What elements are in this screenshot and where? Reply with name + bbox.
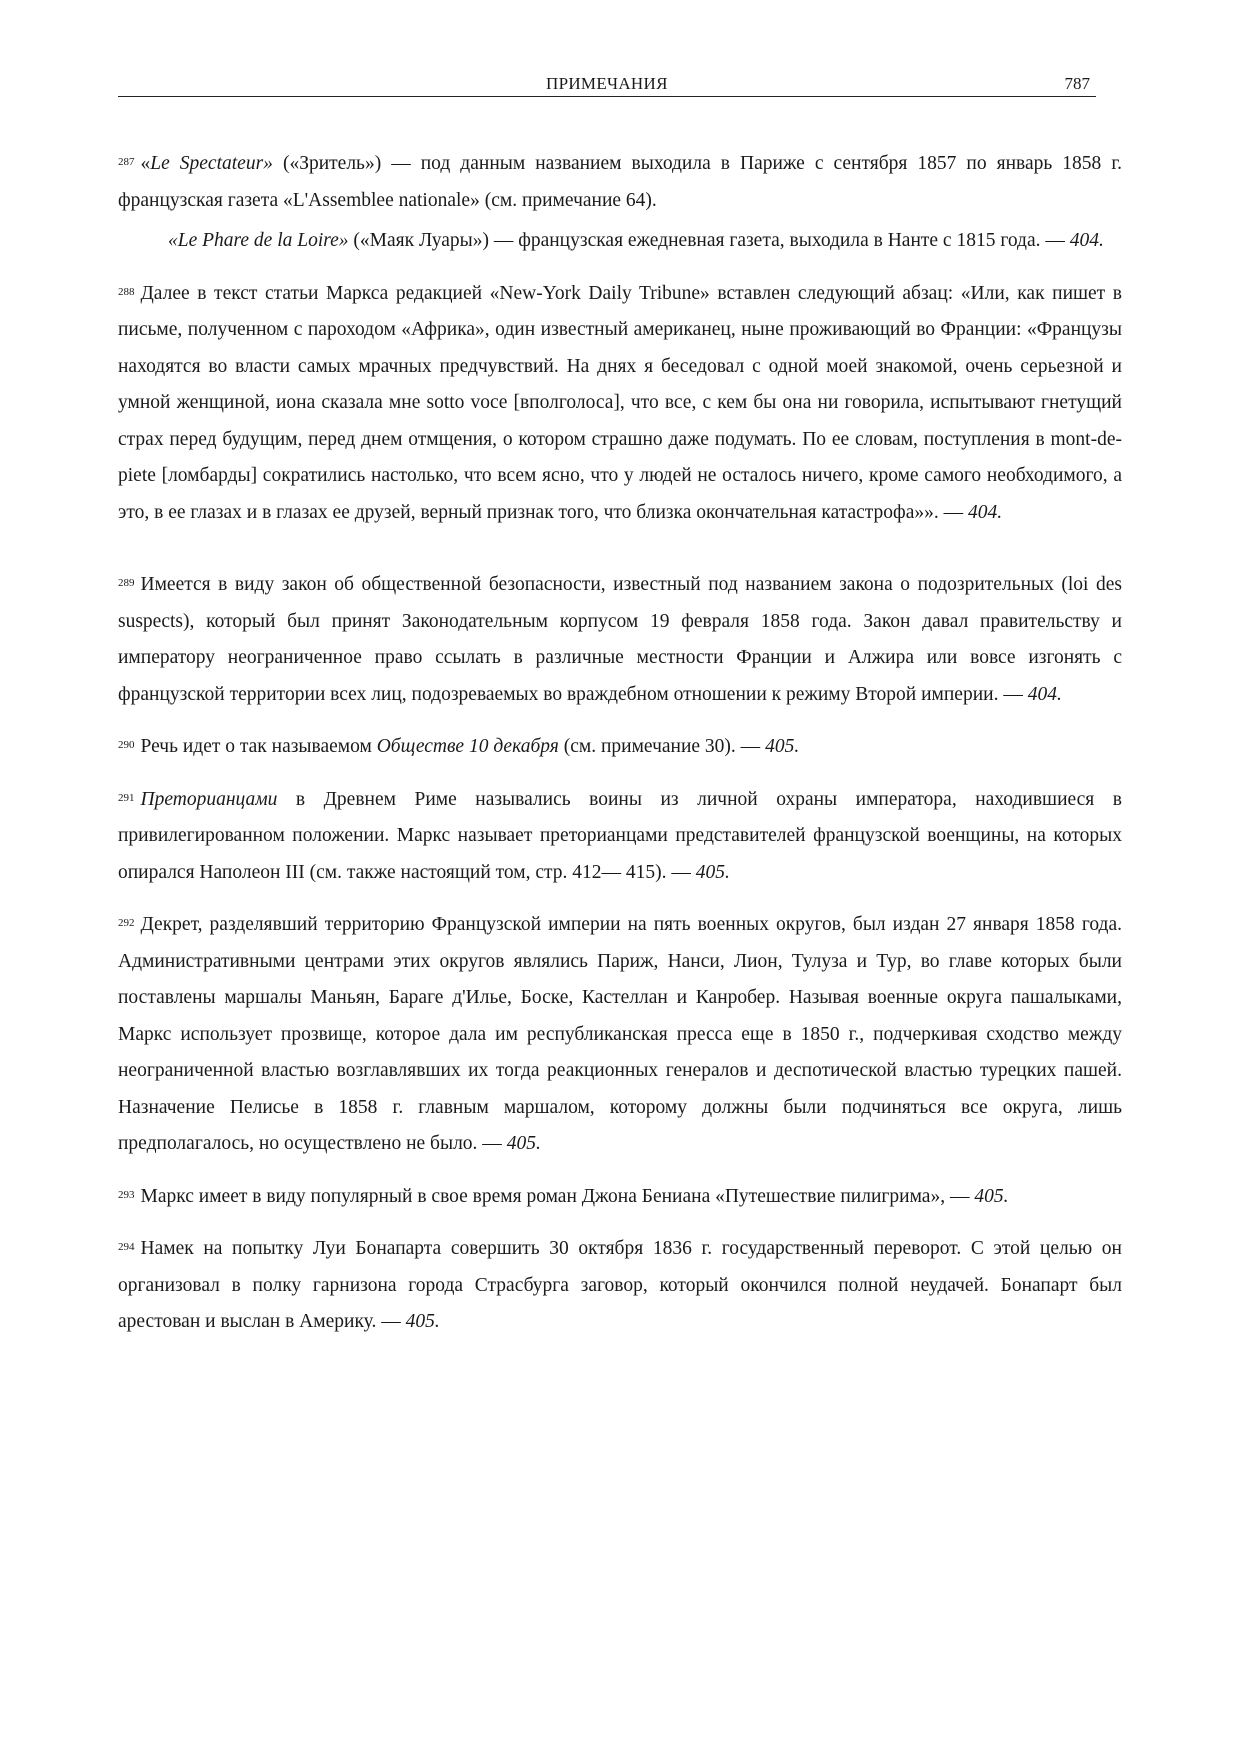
note-number: 293 [118, 1188, 135, 1201]
newspaper-title: «Le Phare de la Loire» [168, 230, 349, 251]
note-number: 289 [118, 577, 135, 589]
note-body: Речь идет о так называемом [140, 736, 377, 757]
note-text [118, 146, 1122, 219]
note-text [118, 1231, 1122, 1341]
note-text [118, 907, 1122, 1163]
note-289 [118, 567, 1122, 713]
note-294 [118, 1231, 1122, 1341]
note-body: («Маяк Луары») — французская ежедневная газета, выходила в Нанте с 1815 года. — [348, 230, 1070, 251]
note-subparagraph [118, 223, 1122, 260]
page-reference: 404. [1027, 683, 1062, 705]
page-reference: 405. [765, 736, 800, 757]
note-body: («Зритель») — под данным названием выходила в Париже с сентября 1857 по январь 1858 г. французская газета «L'Assemblee nationale» (см. примечание 64). [118, 153, 1123, 211]
note-293 [118, 1179, 1122, 1216]
page-reference: 405. [695, 861, 730, 883]
note-text [118, 276, 1122, 532]
note-text [118, 782, 1122, 892]
note-body: Маркс имеет в виду популярный в свое время роман Джона Бениана «Путешествие пилигрима», — [140, 1185, 975, 1207]
note-body: Намек на попытку Луи Бонапарта совершить 30 октября 1836 г. государственный переворот. С этой целью он организовал в полку гарнизона города Страсбурга заговор, который окончился полной неудачей. Бонапарт был арестован и выслан в Америку. — [118, 1238, 1122, 1332]
note-291 [118, 782, 1122, 892]
page-reference: 404. [1069, 230, 1104, 251]
open-quote: « [140, 153, 151, 174]
note-body: Декрет, разделявший территорию Французской империи на пять военных округов, был издан 27 января 1858 года. Административными центрами этих округов являлись Париж, Нанси, Лион, Тулуза и Тур, во главе которых были поставлены маршалы Маньян, Бараге д'Илье, Боске, Кастеллан и Канробер. Называя военные округа пашалыками, Маркс использует прозвище, которое дала им республиканская пресса еще в 1850 г., подчеркивая сходство между неограниченной властью возглавлявших их тогда реакционных генералов и деспотической властью турецких пашей. Назначение Пелисье в 1858 г. главным маршалом, которому должны были подчиняться все округа, лишь предполагалось, но осуществлено не было. — [118, 914, 1122, 1154]
running-header [118, 72, 1096, 97]
note-body: (см. примечание 30). — [558, 736, 766, 757]
page-reference: 405. [405, 1311, 440, 1332]
society-name: Обществе 10 декабря [376, 736, 559, 757]
note-body: Далее в текст статьи Маркса редакцией «New-York Daily Tribune» вставлен следующий абзац: «Или, как пишет в письме, полученном с пароходом «Африка», один известный американец, ныне проживающий во Франции: «Французы находятся во власти самых мрачных предчувствий. На днях я беседовал с одной моей знакомой, очень серьезной и умной женщиной, иона сказала мне sotto voce [вполголоса], что все, с кем бы она ни говорила, испытывают гнетущий страх перед будущим, перед днем отмщения, о котором страшно даже подумать. По ее словам, поступления в mont-de-piete [ломбарды] сократились настолько, что всем ясно, что у людей не осталось ничего, кроме самого необходимого, а это, в ее глазах и в глазах ее друзей, верный признак того, что близка окончательная катастрофа»». — [118, 282, 1122, 523]
note-number: 287 [118, 156, 135, 168]
note-body: в Древнем Риме назывались воины из личной охраны императора, находившиеся в привилегированном положении. Маркс называет преторианцами представителей французской военщины, на которых опирался Наполеон III (см. также настоящий том, стр. 412— 415). — [118, 788, 1122, 883]
note-number: 290 [118, 739, 135, 751]
note-body: Имеется в виду закон об общественной безопасности, известный под названием закона о подозрительных (loi des suspects), который был принят Законодательным корпусом 19 февраля 1858 года. Закон давал правительству и императору неограниченное право ссылать в различные местности Франции и Алжира или вовсе изгонять с французской территории всех лиц, подозреваемых во враждебном отношении к режиму Второй империи. — [118, 574, 1122, 705]
note-number: 292 [118, 917, 135, 929]
notes-list [118, 146, 1122, 1357]
page-reference: 404. [967, 501, 1003, 523]
note-number: 288 [118, 285, 135, 298]
page-number: 787 [1064, 74, 1090, 93]
note-text [118, 729, 1122, 766]
note-number: 291 [118, 791, 135, 804]
newspaper-title: Le Spectateur» [150, 153, 273, 174]
page-reference: 405. [506, 1133, 541, 1154]
page-reference: 405. [974, 1185, 1009, 1207]
note-288 [118, 276, 1122, 532]
note-number: 294 [118, 1241, 135, 1253]
note-287 [118, 146, 1122, 260]
term-italic: Преторианцами [140, 788, 278, 810]
note-290 [118, 729, 1122, 766]
note-292 [118, 907, 1122, 1163]
header-title: ПРИМЕЧАНИЯ [546, 74, 668, 93]
note-text [118, 567, 1122, 713]
note-text [118, 1179, 1122, 1216]
